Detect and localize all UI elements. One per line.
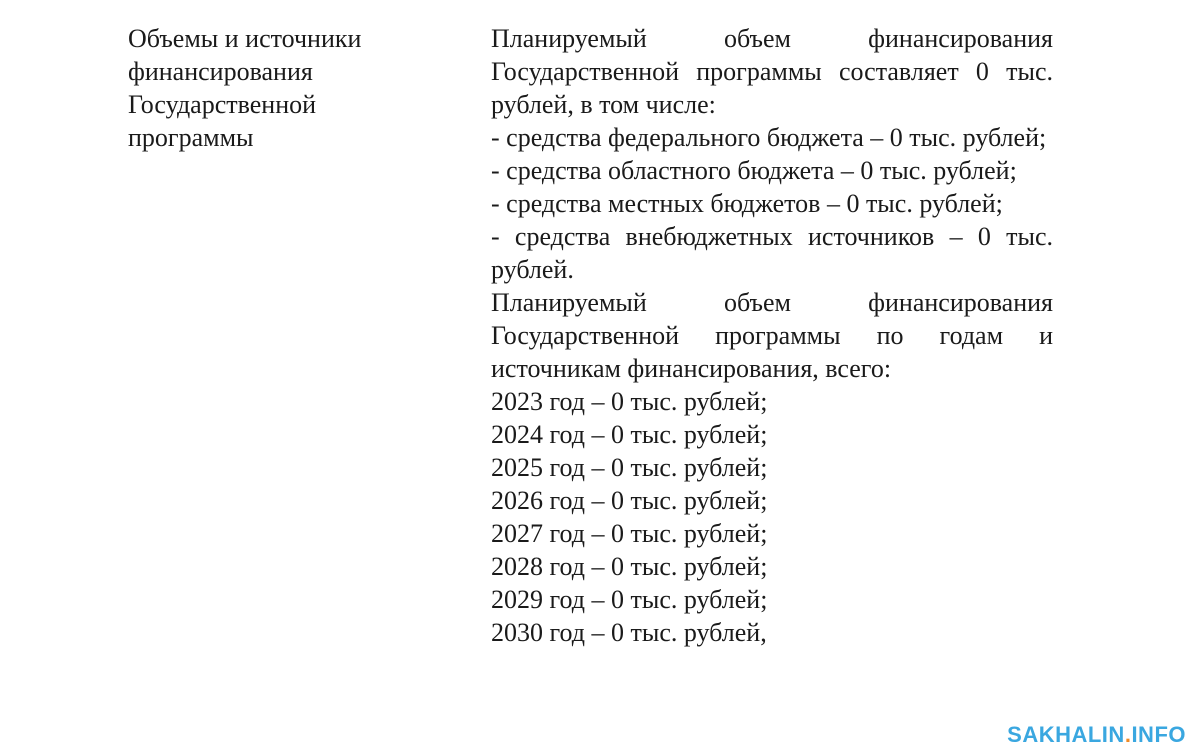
year-list (491, 385, 1053, 649)
by-year-paragraph: Планируемый объем финансирования Государственной программы по годам и источникам финансирования, всего: (491, 288, 1053, 383)
total-funding-paragraph: Планируемый объем финансирования Государственной программы составляет 0 тыс. рублей, в том числе: (491, 24, 1053, 119)
year-item: 2029 год – 0 тыс. рублей; (491, 585, 768, 614)
funding-source-federal: - средства федерального бюджета – 0 тыс. рублей; (491, 123, 1047, 152)
site-watermark-logo (1007, 722, 1186, 748)
watermark-dot: . (1124, 722, 1132, 747)
row-content-cell (491, 22, 1053, 649)
row-label-line: Государственной (128, 90, 317, 119)
year-item: 2027 год – 0 тыс. рублей; (491, 519, 768, 548)
row-label-line: программы (128, 123, 254, 152)
year-item: 2028 год – 0 тыс. рублей; (491, 552, 768, 581)
row-label-line: Объемы и источники (128, 24, 362, 53)
funding-source-extrabudgetary: - средства внебюджетных источников – 0 тыс. рублей. (491, 222, 1053, 284)
year-item: 2025 год – 0 тыс. рублей; (491, 453, 768, 482)
year-item: 2024 год – 0 тыс. рублей; (491, 420, 768, 449)
year-item: 2030 год – 0 тыс. рублей, (491, 618, 767, 647)
row-label-cell (128, 22, 428, 154)
row-label-line: финансирования (128, 57, 313, 86)
funding-source-local: - средства местных бюджетов – 0 тыс. рублей; (491, 189, 1003, 218)
year-item: 2026 год – 0 тыс. рублей; (491, 486, 768, 515)
year-item: 2023 год – 0 тыс. рублей; (491, 387, 768, 416)
watermark-main-text: SAKHALIN (1007, 722, 1125, 747)
watermark-domain-text: INFO (1131, 722, 1186, 747)
funding-source-regional: - средства областного бюджета – 0 тыс. рублей; (491, 156, 1017, 185)
